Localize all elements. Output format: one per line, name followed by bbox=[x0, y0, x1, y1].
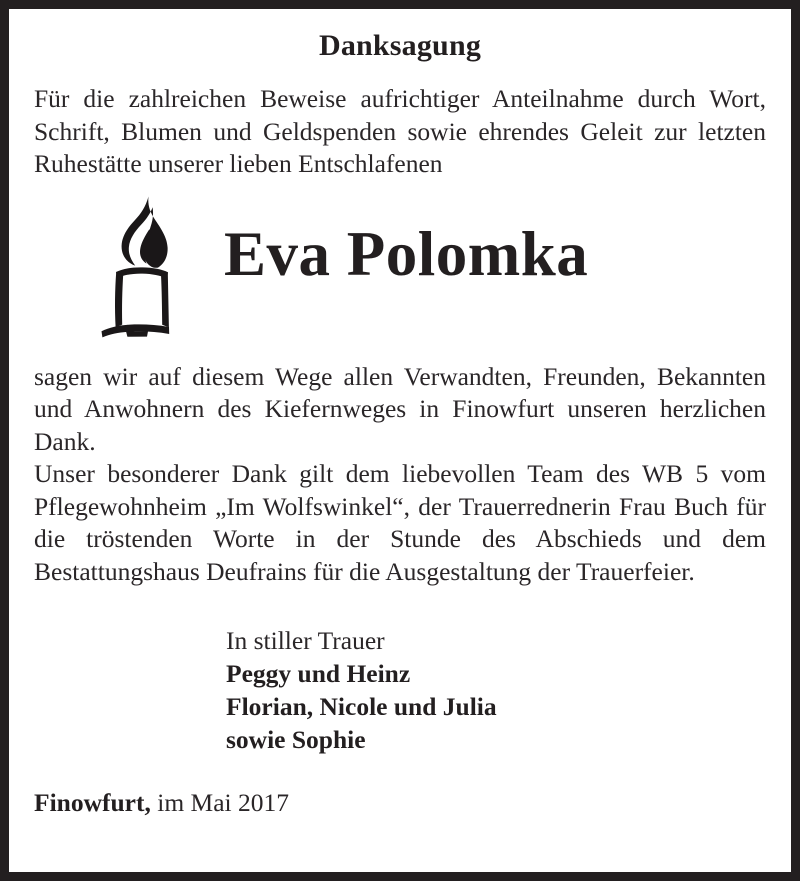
special-thanks-paragraph: Unser besonderer Dank gilt dem liebevollen Team des WB 5 vom Pflegewohnheim „Im Wolfswinkel“, der Trauerrednerin Frau Buch für die tröstenden Worte in der Stunde des Abschieds und dem Bestattungshaus Deufrains für die Ausgestaltung der Trauerfeier. bbox=[34, 459, 766, 586]
signature-block bbox=[226, 624, 766, 756]
deceased-name: Eva Polomka bbox=[224, 218, 589, 289]
footer-line bbox=[34, 788, 766, 818]
footer-date: im Mai 2017 bbox=[157, 788, 289, 817]
deceased-name-band bbox=[34, 185, 766, 359]
signature-line: Florian, Nicole und Julia bbox=[226, 692, 497, 721]
signature-line: Peggy und Heinz bbox=[226, 659, 411, 688]
intro-paragraph: Für die zahlreichen Beweise aufrichtiger Anteilnahme durch Wort, Schrift, Blumen und Geldspenden sowie ehrendes Geleit zur letzten Ruhestätte unserer lieben Entschlafenen bbox=[34, 84, 766, 178]
signature-intro: In stiller Trauer bbox=[226, 626, 385, 655]
candle-icon bbox=[92, 193, 196, 343]
footer-place: Finowfurt, bbox=[34, 788, 151, 817]
signature-line: sowie Sophie bbox=[226, 725, 366, 754]
thanks-paragraph: sagen wir auf diesem Wege allen Verwandten, Freunden, Bekannten und Anwohnern des Kiefernweges in Finowfurt unseren herzlichen Dank. bbox=[34, 361, 766, 456]
notice-content bbox=[9, 9, 791, 872]
page-title: Danksagung bbox=[318, 29, 482, 62]
